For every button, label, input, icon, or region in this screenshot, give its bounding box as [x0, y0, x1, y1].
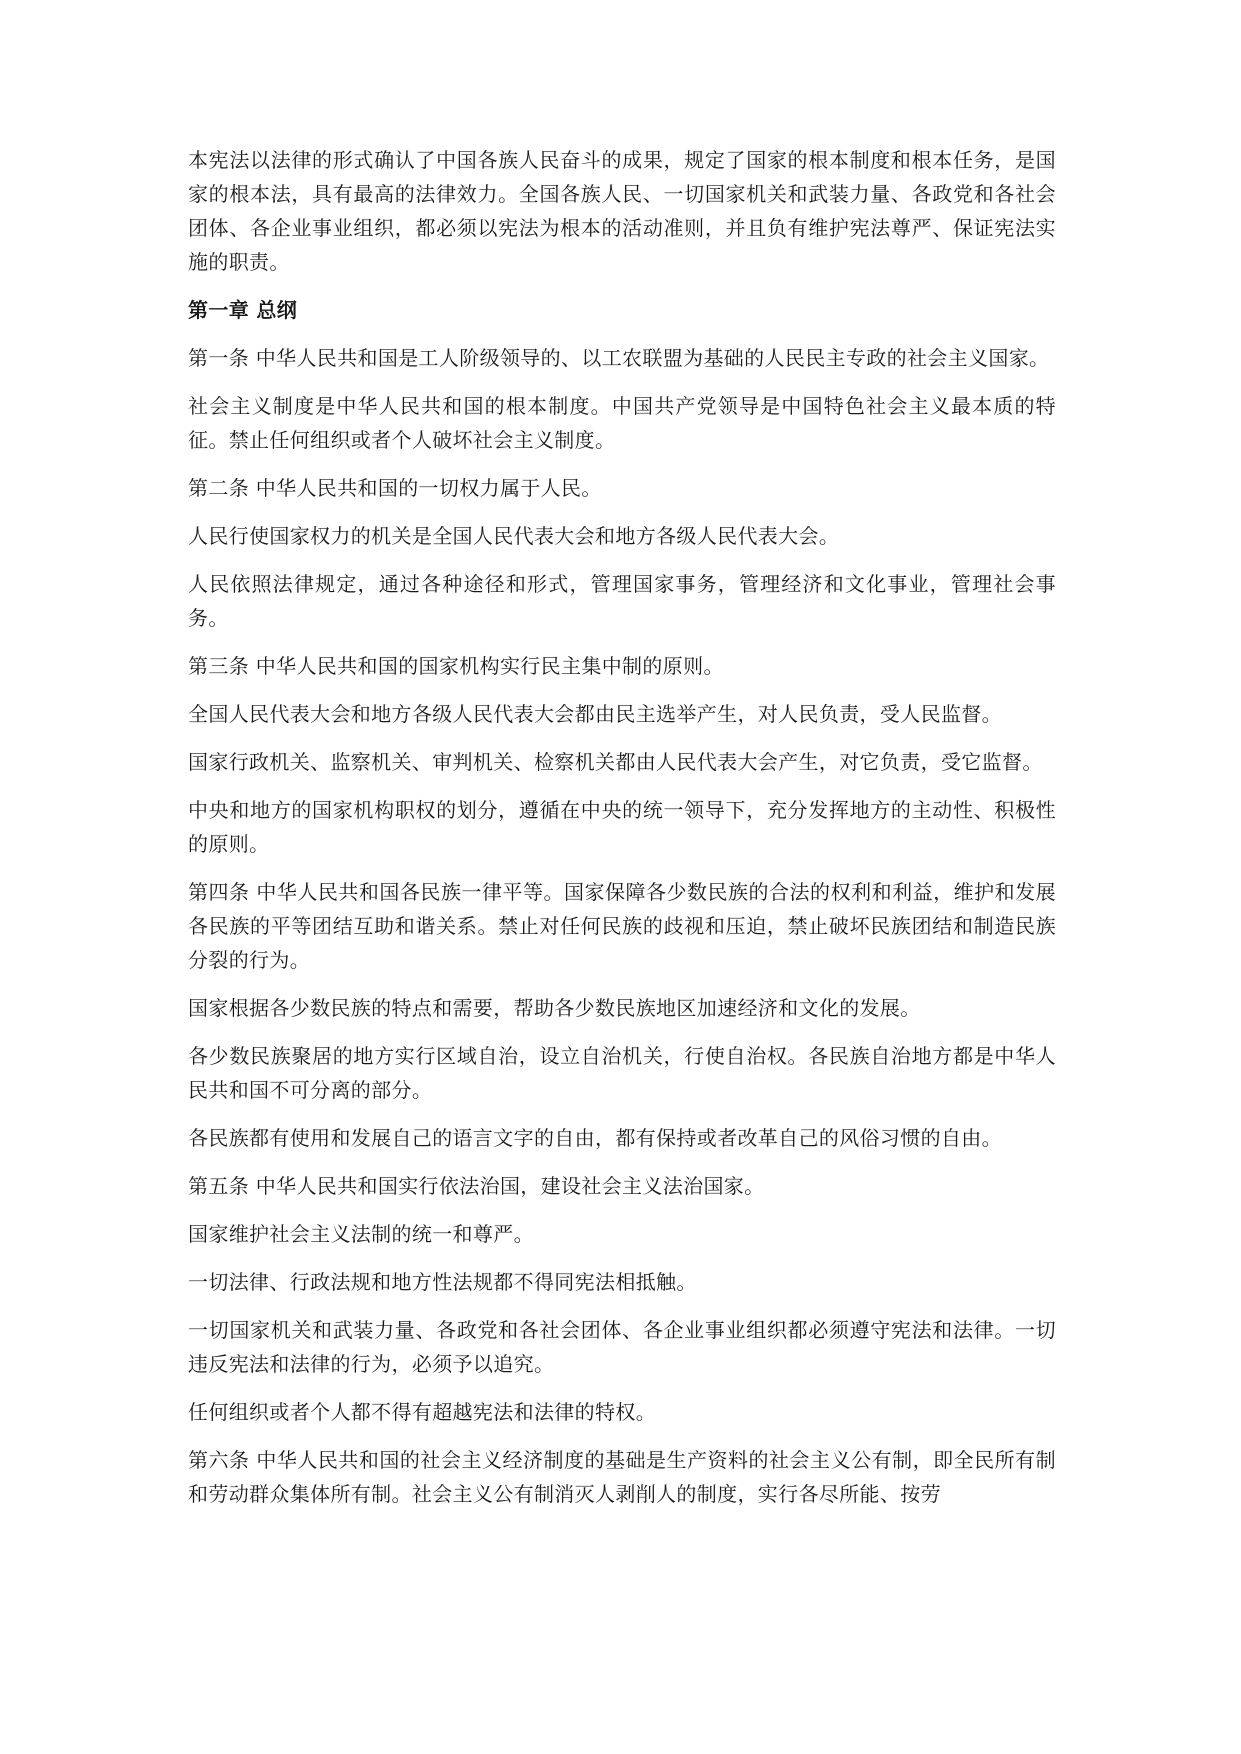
article-paragraph: 中央和地方的国家机构职权的划分，遵循在中央的统一领导下，充分发挥地方的主动性、积极性的原则。 — [188, 798, 1056, 856]
article-paragraph: 第一条 中华人民共和国是工人阶级领导的、以工农联盟为基础的人民民主专政的社会主义国家。 — [188, 346, 1050, 370]
article-paragraph: 第四条 中华人民共和国各民族一律平等。国家保障各少数民族的合法的权利和利益，维护和发展各民族的平等团结互助和谐关系。禁止对任何民族的歧视和压迫，禁止破坏民族团结和制造民族分裂的行为。 — [188, 880, 1056, 972]
article-paragraph: 人民行使国家权力的机关是全国人民代表大会和地方各级人民代表大会。 — [188, 524, 840, 548]
article-paragraph: 国家行政机关、监察机关、审判机关、检察机关都由人民代表大会产生，对它负责，受它监督。 — [188, 750, 1043, 774]
article-paragraph: 社会主义制度是中华人民共和国的根本制度。中国共产党领导是中国特色社会主义最本质的特征。禁止任何组织或者个人破坏社会主义制度。 — [188, 394, 1056, 452]
article-paragraph: 第三条 中华人民共和国的国家机构实行民主集中制的原则。 — [188, 654, 724, 678]
article-paragraph: 第二条 中华人民共和国的一切权力属于人民。 — [188, 476, 602, 500]
article-paragraph: 一切国家机关和武装力量、各政党和各社会团体、各企业事业组织都必须遵守宪法和法律。一切违反宪法和法律的行为，必须予以追究。 — [188, 1318, 1056, 1376]
preamble-paragraph: 本宪法以法律的形式确认了中国各族人民奋斗的成果，规定了国家的根本制度和根本任务，是国家的根本法，具有最高的法律效力。全国各族人民、一切国家机关和武装力量、各政党和各社会团体、各企业事业组织，都必须以宪法为根本的活动准则，并且负有维护宪法尊严、保证宪法实施的职责。 — [188, 148, 1056, 274]
article-paragraph: 各民族都有使用和发展自己的语言文字的自由，都有保持或者改革自己的风俗习惯的自由。 — [188, 1126, 1002, 1150]
article-paragraph: 各少数民族聚居的地方实行区域自治，设立自治机关，行使自治权。各民族自治地方都是中华人民共和国不可分离的部分。 — [188, 1044, 1056, 1102]
article-paragraph: 人民依照法律规定，通过各种途径和形式，管理国家事务，管理经济和文化事业，管理社会事务。 — [188, 572, 1056, 630]
chapter-heading: 第一章 总纲 — [188, 298, 298, 322]
article-paragraph: 国家根据各少数民族的特点和需要，帮助各少数民族地区加速经济和文化的发展。 — [188, 996, 921, 1020]
article-paragraph: 一切法律、行政法规和地方性法规都不得同宪法相抵触。 — [188, 1270, 697, 1294]
document-body — [188, 143, 1056, 1525]
article-paragraph: 全国人民代表大会和地方各级人民代表大会都由民主选举产生，对人民负责，受人民监督。 — [188, 702, 1002, 726]
article-paragraph: 第六条 中华人民共和国的社会主义经济制度的基础是生产资料的社会主义公有制，即全民所有制和劳动群众集体所有制。社会主义公有制消灭人剥削人的制度，实行各尽所能、按劳 — [188, 1448, 1056, 1506]
article-paragraph: 任何组织或者个人都不得有超越宪法和法律的特权。 — [188, 1400, 657, 1424]
article-paragraph: 第五条 中华人民共和国实行依法治国，建设社会主义法治国家。 — [188, 1174, 765, 1198]
article-paragraph: 国家维护社会主义法制的统一和尊严。 — [188, 1222, 534, 1246]
